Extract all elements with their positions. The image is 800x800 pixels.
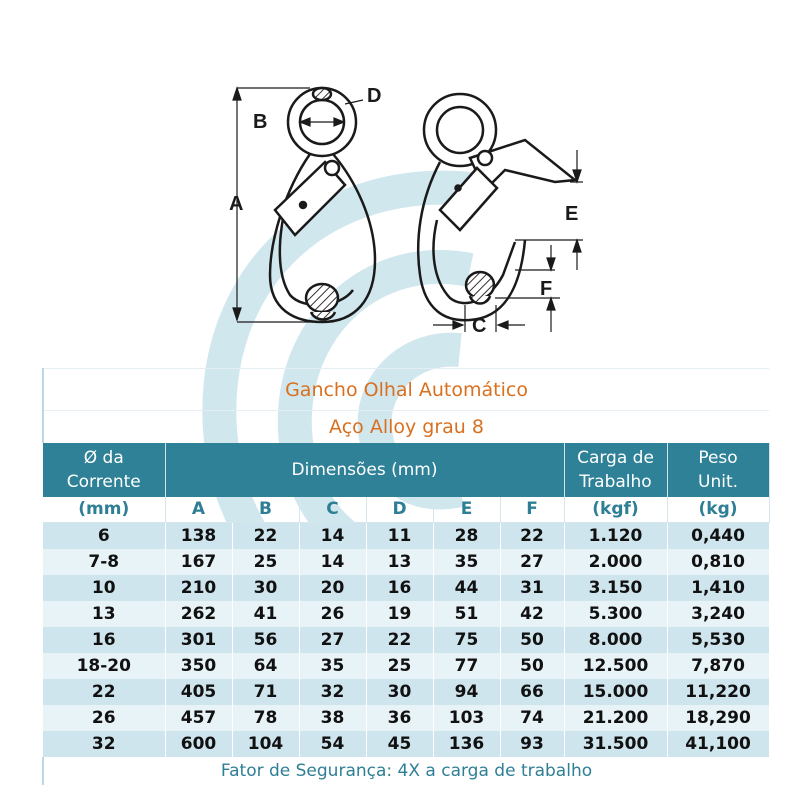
table-cell: 22 — [43, 679, 165, 705]
label-a: A — [229, 193, 244, 215]
table-cell: 66 — [500, 679, 564, 705]
unit-cell: (kgf) — [564, 497, 667, 523]
unit-cell: (kg) — [667, 497, 769, 523]
table-cell: 51 — [433, 601, 500, 627]
table-cell: 8.000 — [564, 627, 667, 653]
table-cell: 14 — [299, 523, 366, 549]
table-cell: 36 — [366, 705, 433, 731]
unit-cell: D — [366, 497, 433, 523]
table-cell: 3,240 — [667, 601, 769, 627]
table-cell: 104 — [232, 731, 299, 757]
table-cell: 31.500 — [564, 731, 667, 757]
table-cell: 56 — [232, 627, 299, 653]
table-cell: 1,410 — [667, 575, 769, 601]
table-cell: 28 — [433, 523, 500, 549]
units-row — [43, 497, 769, 523]
table-cell: 19 — [366, 601, 433, 627]
unit-cell: E — [433, 497, 500, 523]
header-chain-diameter — [43, 443, 165, 497]
table-cell: 64 — [232, 653, 299, 679]
table-cell: 75 — [433, 627, 500, 653]
table-cell: 30 — [366, 679, 433, 705]
header-dimensions: Dimensões (mm) — [165, 443, 564, 497]
table-cell: 301 — [165, 627, 232, 653]
table-cell: 77 — [433, 653, 500, 679]
table-cell: 10 — [43, 575, 165, 601]
table-cell: 3.150 — [564, 575, 667, 601]
table-cell: 167 — [165, 549, 232, 575]
table-cell: 350 — [165, 653, 232, 679]
table-cell: 457 — [165, 705, 232, 731]
table-cell: 50 — [500, 653, 564, 679]
table-cell: 93 — [500, 731, 564, 757]
table-cell: 210 — [165, 575, 232, 601]
table-row — [43, 627, 769, 653]
header-load-line1: Carga de — [577, 447, 654, 468]
table-row — [43, 731, 769, 757]
table-cell: 15.000 — [564, 679, 667, 705]
header-load-line2: Trabalho — [579, 471, 652, 492]
table-cell: 78 — [232, 705, 299, 731]
unit-cell: C — [299, 497, 366, 523]
unit-cell: (mm) — [43, 497, 165, 523]
table-cell: 25 — [232, 549, 299, 575]
table-cell: 0,810 — [667, 549, 769, 575]
table-cell: 25 — [366, 653, 433, 679]
table-title: Gancho Olhal Automático — [43, 369, 769, 411]
table-cell: 35 — [433, 549, 500, 575]
table-cell: 26 — [299, 601, 366, 627]
table-cell: 22 — [500, 523, 564, 549]
unit-cell: B — [232, 497, 299, 523]
table-cell: 262 — [165, 601, 232, 627]
hook-front-view — [270, 88, 375, 322]
table-cell: 13 — [43, 601, 165, 627]
table-row — [43, 575, 769, 601]
table-row — [43, 705, 769, 731]
table-cell: 5,530 — [667, 627, 769, 653]
label-c: C — [472, 315, 487, 337]
table-cell: 6 — [43, 523, 165, 549]
table-cell: 44 — [433, 575, 500, 601]
table-cell: 1.120 — [564, 523, 667, 549]
table-cell: 41,100 — [667, 731, 769, 757]
header-weight-line2: Unit. — [698, 471, 739, 492]
table-cell: 74 — [500, 705, 564, 731]
table-row — [43, 601, 769, 627]
table-cell: 31 — [500, 575, 564, 601]
table-cell: 21.200 — [564, 705, 667, 731]
table-cell: 12.500 — [564, 653, 667, 679]
table-cell: 26 — [43, 705, 165, 731]
label-d: D — [367, 85, 382, 107]
table-cell: 54 — [299, 731, 366, 757]
hook-diagram — [215, 70, 595, 350]
table-cell: 94 — [433, 679, 500, 705]
header-unit-weight — [667, 443, 769, 497]
table-cell: 22 — [232, 523, 299, 549]
safety-factor-note: Fator de Segurança: 4X a carga de trabalho — [43, 757, 769, 785]
table-cell: 103 — [433, 705, 500, 731]
table-subtitle: Aço Alloy grau 8 — [43, 411, 769, 443]
table-cell: 41 — [232, 601, 299, 627]
table-cell: 22 — [366, 627, 433, 653]
table-cell: 600 — [165, 731, 232, 757]
table-cell: 27 — [500, 549, 564, 575]
table-cell: 138 — [165, 523, 232, 549]
table-cell: 16 — [43, 627, 165, 653]
table-row — [43, 549, 769, 575]
table-cell: 20 — [299, 575, 366, 601]
table-cell: 13 — [366, 549, 433, 575]
table-cell: 71 — [232, 679, 299, 705]
table-cell: 11,220 — [667, 679, 769, 705]
table-cell: 32 — [43, 731, 165, 757]
header-chain-line1: Ø da — [83, 447, 124, 468]
table-cell: 136 — [433, 731, 500, 757]
table-row — [43, 523, 769, 549]
table-cell: 27 — [299, 627, 366, 653]
table-cell: 18-20 — [43, 653, 165, 679]
table-cell: 42 — [500, 601, 564, 627]
table-cell: 11 — [366, 523, 433, 549]
label-b: B — [253, 111, 268, 133]
table-cell: 0,440 — [667, 523, 769, 549]
header-chain-line2: Corrente — [66, 471, 141, 492]
table-cell: 5.300 — [564, 601, 667, 627]
table-cell: 7,870 — [667, 653, 769, 679]
label-e: E — [565, 203, 579, 225]
unit-cell: A — [165, 497, 232, 523]
table-cell: 32 — [299, 679, 366, 705]
table-cell: 7-8 — [43, 549, 165, 575]
table-row — [43, 679, 769, 705]
header-working-load — [564, 443, 667, 497]
unit-cell: F — [500, 497, 564, 523]
table-cell: 405 — [165, 679, 232, 705]
label-f: F — [540, 278, 553, 300]
table-cell: 16 — [366, 575, 433, 601]
specifications-table — [42, 368, 770, 785]
table-cell: 35 — [299, 653, 366, 679]
table-cell: 50 — [500, 627, 564, 653]
table-cell: 38 — [299, 705, 366, 731]
table-cell: 2.000 — [564, 549, 667, 575]
table-row — [43, 653, 769, 679]
header-weight-line1: Peso — [698, 447, 738, 468]
table-cell: 30 — [232, 575, 299, 601]
table-cell: 18,290 — [667, 705, 769, 731]
table-cell: 14 — [299, 549, 366, 575]
table-cell: 45 — [366, 731, 433, 757]
